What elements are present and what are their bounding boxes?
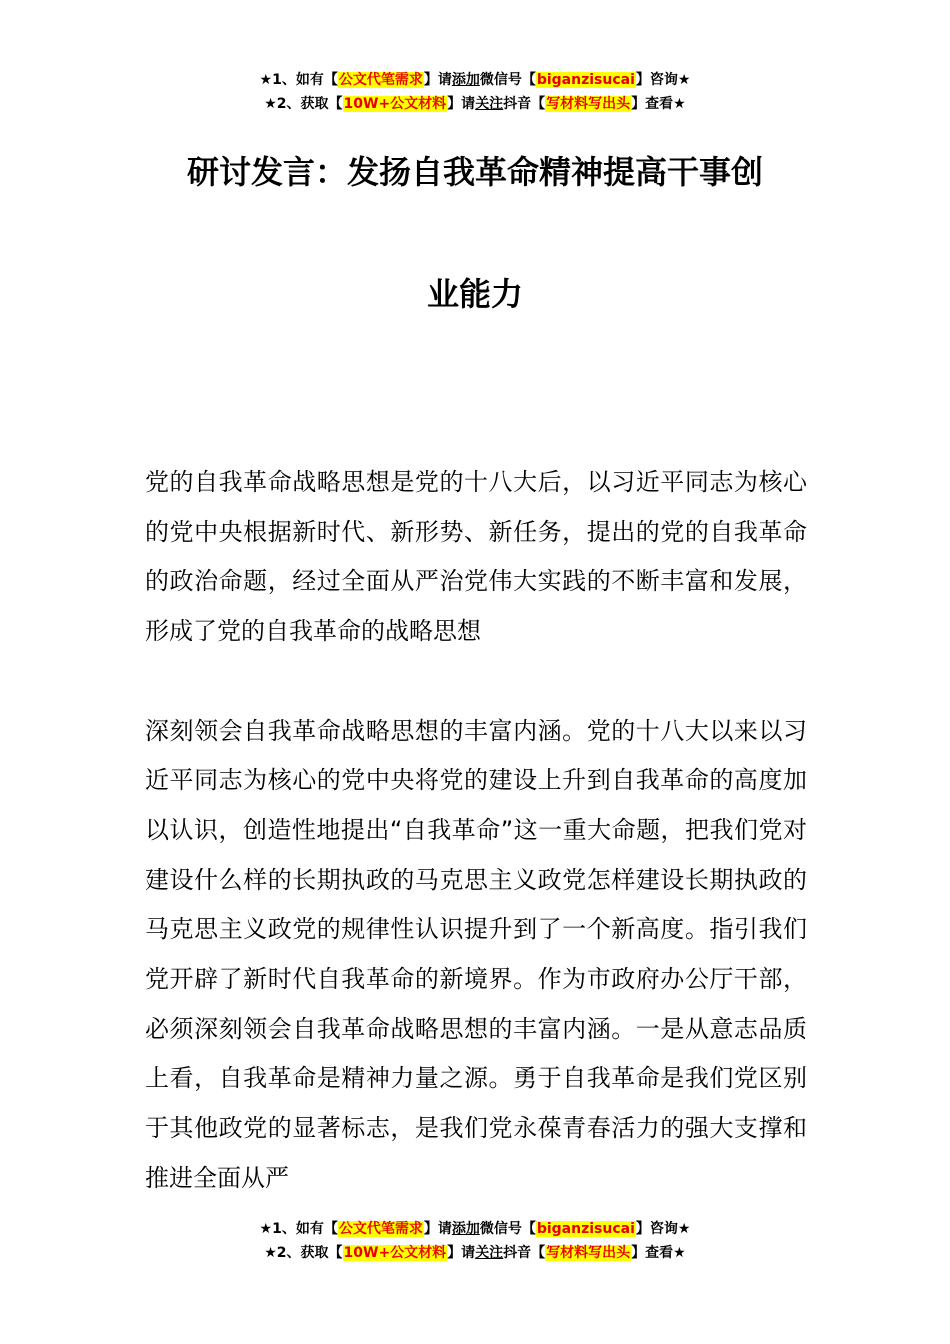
banner-highlight: 公文代笔需求	[338, 72, 423, 88]
document-title-line-2: 业能力	[426, 275, 523, 313]
banner-underline: 添加	[451, 1221, 480, 1237]
banner-text: 】咨询★	[635, 1221, 691, 1237]
banner-highlight: 写材料写出头	[546, 96, 631, 112]
banner-text: ★1、如有【	[259, 1221, 338, 1237]
banner-text: 抖音【	[503, 1245, 546, 1261]
paragraph-2: 深刻领会自我革命战略思想的丰富内涵。党的十八大以来以习近平同志为核心的党中央将党的建设上升到自我革命的高度加以认识，创造性地提出“自我革命”这一重大命题，把我们党对建设什么样的长期执政的马克思主义政党怎样建设长期执政的马克思主义政党的规律性认识提升到了一个新高度。指引我们党开辟了新时代自我革命的新境界。作为市政府办公厅干部，必须深刻领会自我革命战略思想的丰富内涵。一是从意志品质上看，自我革命是精神力量之源。勇于自我革命是我们党区别于其他政党的显著标志，是我们党永葆青春活力的强大支撑和推进全面从严	[145, 716, 807, 1192]
banner-highlight: biganzisucai	[536, 1221, 635, 1237]
document-title-line-1: 研讨发言：发扬自我革命精神提高干事创	[186, 153, 763, 191]
banner-text: 】请	[447, 1245, 476, 1261]
banner-text: 】咨询★	[635, 72, 691, 88]
banner-text: 】请	[423, 1221, 452, 1237]
banner-text: 】请	[447, 96, 476, 112]
banner-line-1	[0, 1217, 950, 1241]
header-banner	[0, 68, 950, 116]
banner-text: 微信号【	[479, 1221, 536, 1237]
banner-line-2	[0, 92, 950, 116]
banner-text: 抖音【	[503, 96, 546, 112]
banner-underline: 关注	[475, 96, 504, 112]
banner-highlight: 10W+公文材料	[343, 96, 447, 112]
banner-text: 微信号【	[479, 72, 536, 88]
banner-highlight: biganzisucai	[536, 72, 635, 88]
banner-underline: 添加	[451, 72, 480, 88]
banner-text: ★1、如有【	[259, 72, 338, 88]
banner-text: 】请	[423, 72, 452, 88]
document-body	[145, 458, 807, 1204]
footer-banner	[0, 1217, 950, 1265]
paragraph-1: 党的自我革命战略思想是党的十八大后，以习近平同志为核心的党中央根据新时代、新形势、新任务，提出的党的自我革命的政治命题，经过全面从严治党伟大实践的不断丰富和发展，形成了党的自我革命的战略思想	[145, 468, 807, 646]
banner-text: ★2、获取【	[264, 96, 343, 112]
banner-underline: 关注	[475, 1245, 504, 1261]
banner-highlight: 10W+公文材料	[343, 1245, 447, 1261]
banner-highlight: 公文代笔需求	[338, 1221, 423, 1237]
banner-text: 】查看★	[631, 1245, 686, 1261]
banner-highlight: 写材料写出头	[546, 1245, 631, 1261]
banner-line-1	[0, 68, 950, 92]
banner-line-2	[0, 1241, 950, 1265]
banner-text: 】查看★	[631, 96, 686, 112]
banner-text: ★2、获取【	[264, 1245, 343, 1261]
